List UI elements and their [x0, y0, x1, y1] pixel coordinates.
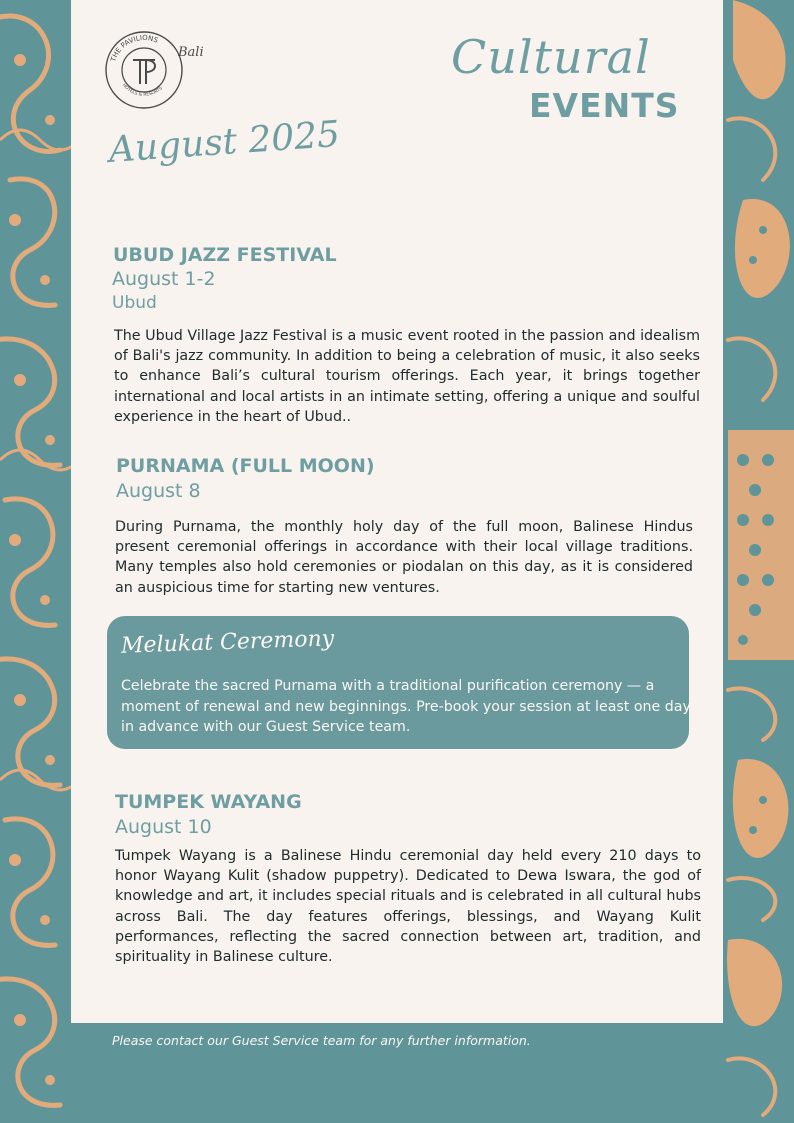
callout-title: Melukat Ceremony — [120, 626, 335, 659]
batik-border-right — [723, 0, 794, 1123]
flyer-page — [71, 0, 723, 1023]
batik-pattern-right — [723, 0, 794, 1123]
event-date: August 1-2 — [112, 268, 216, 290]
pavilions-logo — [104, 30, 224, 110]
event-location: Ubud — [112, 293, 157, 313]
event-description: During Purnama, the monthly holy day of the full moon, Balinese Hindus present ceremonial offerings in accordance with their local village traditions. Many temples also hold ceremonies or piodalan on this day, as it is considered an auspicious time for starting new ventures. — [115, 519, 693, 596]
batik-border-left — [0, 0, 71, 1123]
event-date: August 8 — [116, 480, 201, 502]
logo-location: Bali — [178, 45, 204, 60]
logo-sub-text: HOTELS & RESORTS — [120, 83, 164, 98]
melukat-callout — [107, 616, 689, 749]
event-title: TUMPEK WAYANG — [115, 791, 302, 813]
logo-ring-text: THE PAVILIONS — [109, 33, 160, 63]
event-description: Tumpek Wayang is a Balinese Hindu ceremonial day held every 210 days to honor Wayang Kulit (shadow puppetry). Dedicated to Dewa Iswara, the god of knowledge and art, it includes special rituals and is celebrated in all cultural hubs across Bali. The day features offerings, blessings, and Wayang Kulit performances, reflecting the sacred connection between art, tradition, and spirituality in Balinese culture. — [115, 848, 701, 966]
event-title: PURNAMA (FULL MOON) — [116, 455, 375, 477]
footer-band — [71, 1023, 723, 1123]
month-heading: August 2025 — [107, 113, 342, 171]
event-description: The Ubud Village Jazz Festival is a music event rooted in the passion and idealism of Bali's jazz community. In addition to being a celebration of music, it also seeks to enhance Bali’s cultural tourism offerings. Each year, it brings together international and local artists in an intimate setting, offering a unique and soulful experience in the heart of Ubud.. — [114, 328, 700, 425]
batik-pattern-left — [0, 0, 71, 1123]
title-bold: EVENTS — [529, 86, 680, 125]
logo-seal-icon — [104, 30, 224, 110]
event-title: UBUD JAZZ FESTIVAL — [113, 244, 337, 266]
callout-body: Celebrate the sacred Purnama with a traditional purification ceremony — a moment of renewal and new beginnings. Pre-book your session at least one day in advance with our Guest Service team. — [121, 678, 691, 735]
footer-contact-note: Please contact our Guest Service team for any further information. — [112, 1033, 531, 1048]
title-script: Cultural — [451, 30, 651, 84]
event-date: August 10 — [115, 816, 212, 838]
